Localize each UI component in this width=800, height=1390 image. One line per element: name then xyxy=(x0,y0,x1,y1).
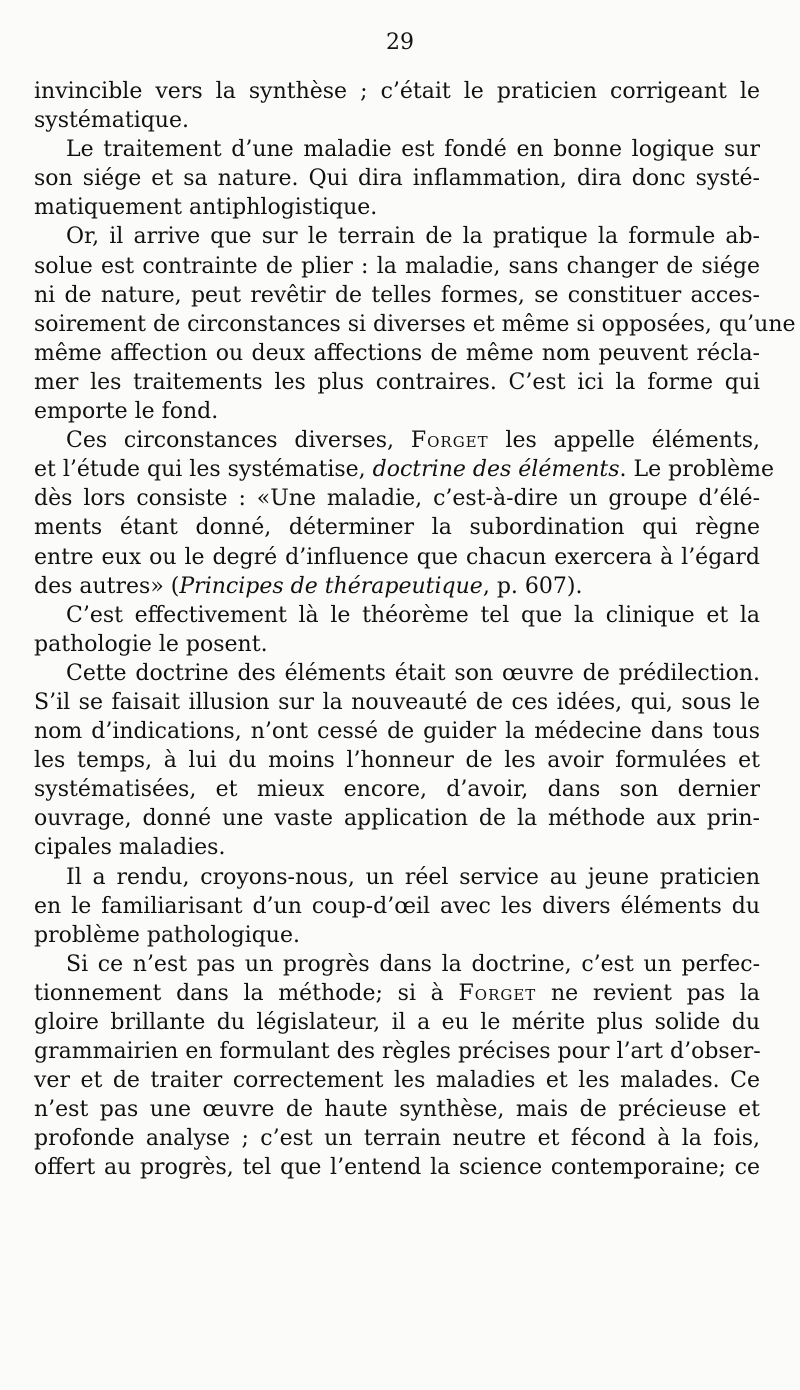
text-line: pathologie le posent. xyxy=(34,631,268,657)
paragraph xyxy=(34,426,775,601)
text-line: invincible vers la synthèse ; c’était le praticien corrigeant le xyxy=(34,79,760,104)
paragraph xyxy=(34,222,796,426)
text-line: solue est contrainte de plier : la maladie, sans changer de siége xyxy=(34,253,760,279)
text-line: même affection ou deux affections de même nom peuvent récla- xyxy=(34,340,760,366)
text-line: ver et de traiter correctement les maladies et les malades. Ce xyxy=(34,1068,760,1094)
text-line: Il a rendu, croyons-nous, un réel service au jeune praticien xyxy=(66,864,760,890)
text-line: des autres» (Principes de thérapeutique, p. 607). xyxy=(34,573,583,599)
text-line: nom d’indications, n’ont cessé de guider la médecine dans tous xyxy=(34,719,760,745)
text-line: C’est effectivement là le théorème tel que la clinique et la xyxy=(66,602,760,628)
text-line: matiquement antiphlogistique. xyxy=(34,195,378,221)
text-line: les temps, à lui du moins l’honneur de les avoir formulées et xyxy=(34,748,760,774)
text-line: mer les traitements les plus contraires. C’est ici la forme qui xyxy=(34,369,760,395)
text-line: en le familiarisant d’un coup-d’œil avec les divers éléments du xyxy=(34,893,760,919)
italic-phrase: Principes de thérapeutique xyxy=(179,573,483,599)
text-line: offert au progrès, tel que l’entend la science contemporaine; ce xyxy=(34,1155,760,1181)
text-line: ni de nature, peut revêtir de telles formes, se constituer acces- xyxy=(34,282,760,308)
text-line: Si ce n’est pas un progrès dans la doctrine, c’est un perfec- xyxy=(66,951,760,977)
text-line: son siége et sa nature. Qui dira inflammation, dira donc systé- xyxy=(34,166,760,192)
text-line: Cette doctrine des éléments était son œuvre de prédilection. xyxy=(66,660,760,686)
text-line: ments étant donné, déterminer la subordination qui règne xyxy=(34,515,760,541)
small-caps-name: Forget xyxy=(410,428,489,454)
text-line: systématique. xyxy=(34,108,189,134)
text-line: systématisées, et mieux encore, d’avoir, dans son dernier xyxy=(34,777,760,803)
body-text xyxy=(34,77,796,1183)
small-caps-name: Forget xyxy=(458,980,537,1006)
text-line: emporte le fond. xyxy=(34,399,219,425)
text-line: gloire brillante du législateur, il a eu le mérite plus solide du xyxy=(34,1010,760,1035)
text-line: soirement de circonstances si diverses et même si opposées, qu’une xyxy=(34,311,796,337)
text-line: Le traitement d’une maladie est fondé en bonne logique sur xyxy=(66,137,760,163)
paragraph xyxy=(34,77,760,135)
text-line: ouvrage, donné une vaste application de la méthode aux prin- xyxy=(34,806,760,832)
text-line: et l’étude qui les systématise, doctrine des éléments. Le problème xyxy=(34,457,775,483)
paragraph xyxy=(34,601,760,659)
text-line: Ces circonstances diverses, Forget les appelle éléments, xyxy=(66,428,760,454)
text-line: problème pathologique. xyxy=(34,922,300,948)
italic-phrase: doctrine des éléments xyxy=(372,457,620,483)
text-line: n’est pas une œuvre de haute synthèse, mais de précieuse et xyxy=(34,1097,760,1123)
text-line: Or, il arrive que sur le terrain de la pratique la formule ab- xyxy=(66,224,760,250)
text-line: profonde analyse ; c’est un terrain neutre et fécond à la fois, xyxy=(34,1126,760,1152)
text-line: cipales maladies. xyxy=(34,835,226,861)
paragraph xyxy=(34,950,760,1183)
page-number: 29 xyxy=(386,30,414,55)
text-line: dès lors consiste : «Une maladie, c’est-à-dire un groupe d’élé- xyxy=(34,486,760,512)
text-line: S’il se faisait illusion sur la nouveauté de ces idées, qui, sous le xyxy=(34,689,760,715)
text-line: entre eux ou le degré d’influence que chacun exercera à l’égard xyxy=(34,544,760,570)
text-line: grammairien en formulant des règles précises pour l’art d’obser- xyxy=(34,1039,761,1065)
text-line: tionnement dans la méthode; si à Forget ne revient pas la xyxy=(34,980,760,1006)
paragraph xyxy=(34,135,760,222)
paragraph xyxy=(34,863,760,950)
paragraph xyxy=(34,659,760,863)
